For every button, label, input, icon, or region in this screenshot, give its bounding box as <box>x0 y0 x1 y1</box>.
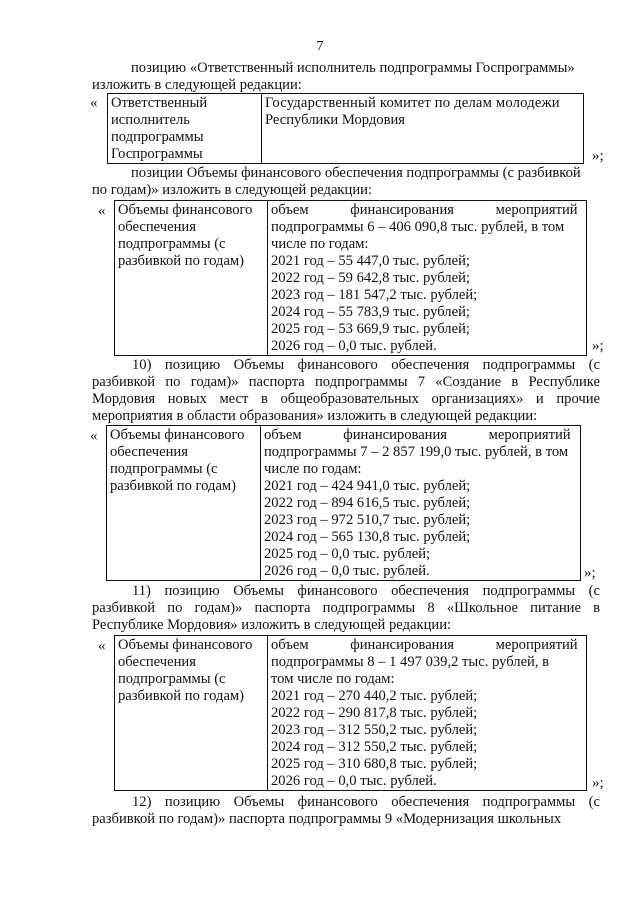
funding6-year: 2026 год – 0,0 тыс. рублей. <box>271 338 437 354</box>
funding8-table <box>114 635 587 791</box>
funding8-label-line: обеспечения <box>118 654 196 670</box>
funding6-label-cell <box>115 201 268 356</box>
funding8-year: 2021 год – 270 440,2 тыс. рублей; <box>271 688 478 704</box>
funding7-head-line: подпрограммы 7 – 2 857 199,0 тыс. рублей, в том <box>264 444 569 460</box>
responsible-value-line: Республики Мордовия <box>265 112 406 128</box>
funding6-head-line: объем финансирования мероприятий <box>271 202 578 218</box>
open-quote: « <box>98 638 106 654</box>
funding8-head-line: том числе по годам: <box>271 671 395 687</box>
open-quote: « <box>90 428 98 444</box>
funding7-year: 2024 год – 565 130,8 тыс. рублей; <box>264 529 471 545</box>
responsible-label-line: Госпрограммы <box>111 146 203 162</box>
responsible-value-line: Государственный комитет по делам молодежи <box>265 95 560 111</box>
responsible-label-line: подпрограммы <box>111 129 204 145</box>
funding6-label-line: разбивкой по годам) <box>118 253 245 269</box>
funding7-head-line: объем финансирования мероприятий <box>264 427 571 443</box>
funding7-label-line: разбивкой по годам) <box>110 478 237 494</box>
funding6-head-line: числе по годам: <box>271 236 369 252</box>
funding6-label-line: обеспечения <box>118 219 196 235</box>
close-mark: »; <box>592 775 604 791</box>
funding6-head-line: подпрограммы 6 – 406 090,8 тыс. рублей, в том <box>271 219 565 235</box>
funding8-head-line: подпрограммы 8 – 1 497 039,2 тыс. рублей, в <box>271 654 550 670</box>
funding8-value-cell <box>268 636 587 791</box>
funding8-year: 2022 год – 290 817,8 тыс. рублей; <box>271 705 478 721</box>
responsible-value-cell <box>262 94 584 164</box>
funding8-year: 2025 год – 310 680,8 тыс. рублей; <box>271 756 478 772</box>
funding7-year: 2021 год – 424 941,0 тыс. рублей; <box>264 478 471 494</box>
funding6-intro-line-2: по годам)» изложить в следующей редакции: <box>92 182 373 198</box>
close-mark: »; <box>584 565 596 581</box>
funding7-year: 2023 год – 972 510,7 тыс. рублей; <box>264 512 471 528</box>
open-quote: « <box>90 95 98 111</box>
funding6-value-cell <box>268 201 587 356</box>
funding7-label-line: обеспечения <box>110 444 188 460</box>
funding6-label-line: подпрограммы (с <box>118 236 226 252</box>
funding6-year: 2024 год – 55 783,9 тыс. рублей; <box>271 304 470 320</box>
funding7-head-line: числе по годам: <box>264 461 362 477</box>
funding6-table <box>114 200 587 356</box>
page-number: 7 <box>316 39 324 54</box>
section-10-paragraph: 10) позицию Объемы финансового обеспечения подпрограммы (с разбивкой по годам)» паспорта подпрограммы 7 «Создание в Республике Мордовия новых мест в общеобразовательных организациях» и прочие мероприятия в области образования» изложить в следующей редакции: <box>92 357 600 424</box>
funding6-year: 2025 год – 53 669,9 тыс. рублей; <box>271 321 470 337</box>
funding6-intro-line-1: позиции Объемы финансового обеспечения подпрограммы (с разбивкой <box>131 165 581 181</box>
funding8-label-line: подпрограммы (с <box>118 671 226 687</box>
close-mark: »; <box>592 338 604 354</box>
funding8-year: 2026 год – 0,0 тыс. рублей. <box>271 773 437 789</box>
responsible-table <box>107 93 584 164</box>
funding7-table <box>106 425 581 581</box>
funding7-value-cell <box>261 426 581 581</box>
funding7-label-line: Объемы финансового <box>110 427 245 443</box>
responsible-label-line: Ответственный <box>111 95 208 111</box>
responsible-intro-line-2: изложить в следующей редакции: <box>92 77 302 93</box>
responsible-label-line: исполнитель <box>111 112 190 128</box>
funding7-label-line: подпрограммы (с <box>110 461 218 477</box>
funding8-label-line: разбивкой по годам) <box>118 688 245 704</box>
funding8-label-cell <box>115 636 268 791</box>
funding6-year: 2022 год – 59 642,8 тыс. рублей; <box>271 270 470 286</box>
funding7-label-cell <box>107 426 261 581</box>
section-11-paragraph: 11) позицию Объемы финансового обеспечения подпрограммы (с разбивкой по годам)» паспорта подпрограммы 8 «Школьное питание в Республике Мордовия» изложить в следующей редакции: <box>92 583 600 633</box>
funding7-year: 2025 год – 0,0 тыс. рублей; <box>264 546 431 562</box>
open-quote: « <box>98 203 106 219</box>
funding6-label-line: Объемы финансового <box>118 202 253 218</box>
funding8-head-line: объем финансирования мероприятий <box>271 637 578 653</box>
responsible-label-cell <box>108 94 262 164</box>
section-12-paragraph: 12) позицию Объемы финансового обеспечения подпрограммы (с разбивкой по годам)» паспорта подпрограммы 9 «Модернизация школьных <box>92 794 600 827</box>
funding7-year: 2022 год – 894 616,5 тыс. рублей; <box>264 495 471 511</box>
close-mark: »; <box>592 148 604 164</box>
funding6-year: 2023 год – 181 547,2 тыс. рублей; <box>271 287 478 303</box>
funding8-year: 2024 год – 312 550,2 тыс. рублей; <box>271 739 478 755</box>
funding6-year: 2021 год – 55 447,0 тыс. рублей; <box>271 253 470 269</box>
funding7-year: 2026 год – 0,0 тыс. рублей. <box>264 563 430 579</box>
funding8-label-line: Объемы финансового <box>118 637 253 653</box>
responsible-intro-line-1: позицию «Ответственный исполнитель подпрограммы Госпрограммы» <box>131 60 575 76</box>
funding8-year: 2023 год – 312 550,2 тыс. рублей; <box>271 722 478 738</box>
